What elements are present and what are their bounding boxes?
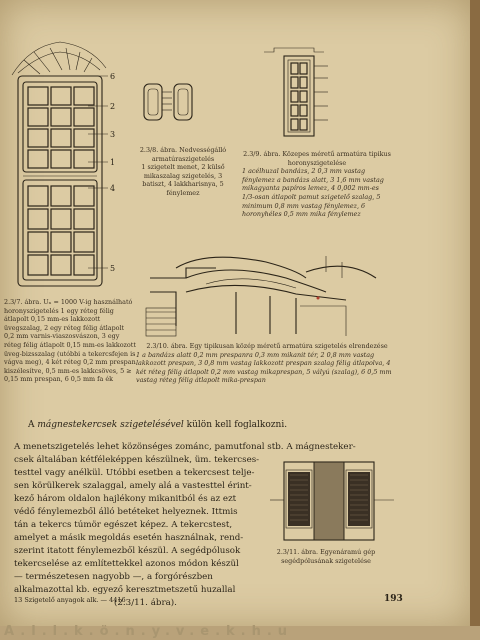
figure-10-title: 2.3/10. ábra. Egy tipikusan közép méretű armatúra szigetelés elrendezése xyxy=(146,342,388,350)
figure-8-caption xyxy=(136,146,230,198)
paragraph-line: kező három oldalon hajlékony mikanitból és az ezt xyxy=(14,494,237,504)
conductor-cell xyxy=(51,209,71,229)
conductor-cell xyxy=(51,150,71,168)
conductor-cell xyxy=(300,91,307,102)
paragraph-line: A menetszigetelés lehet közönséges zománc, pamutfonal stb. A mágnesteker- xyxy=(14,442,356,452)
figure-7-caption: 2.3/7. ábra. Uₙ = 1000 V-ig használható horonyszigetelés 1 egy réteg félig átlapolt 0,15 mm-es lakkozott üvegszalag, 2 egy réteg félig átlapolt 0,2 mm varnis-viaszosvászon, 3 egy réteg félig átlapolt 0,15 mm-es lakkozott üveg-bizsszalag (utóbbi a tekercsfejen is vágva meg), 4 két réteg 0,2 mm prespan kiszélesítve, 0,5 mm-es lakkcsöves, 5 ≥ 0,15 mm prespan, 6 0,5 mm fa ék xyxy=(4,298,136,384)
conductor-cell xyxy=(300,77,307,88)
figure-9-caption xyxy=(242,150,392,219)
paragraph-line: csek általában kétféleképpen készülnek, üm. tekercses- xyxy=(14,455,260,465)
paragraph-line: (2.3/11. ábra). xyxy=(114,598,177,608)
figure-10-list: 1 a bandázs alatt 0,2 mm prespanra 0,3 mm mikanit tér, 2 0,8 mm vastag lakkozott prespan, 3 0,8 mm vastag lakkozott prespan szalag félig átlapolva, 4 két réteg félig átlapolt 0,2 mm vastag mikaprespan, 5 vályú (szalag), 6 0,5 mm vastag réteg félig átlapolt mika-prespan xyxy=(136,350,392,385)
heading-suffix: külön kell foglalkozni. xyxy=(183,420,288,430)
figure-11-diagram xyxy=(270,460,400,542)
conductor-cell xyxy=(28,108,48,126)
conductor-cell xyxy=(51,87,71,105)
conductor-cell xyxy=(51,232,71,252)
paragraph-line: amelyet a másik megoldás esetén használnak, rend- xyxy=(14,533,244,543)
fig7-callout-2: 2 xyxy=(110,102,116,111)
conductor-cell xyxy=(300,105,307,116)
conductor-cell xyxy=(51,186,71,206)
conductor-cell xyxy=(291,91,298,102)
watermark-text: A.l.l.k.ö.n.y.v.e.k.h.u xyxy=(4,624,294,639)
conductor-cell xyxy=(300,119,307,130)
conductor-cell xyxy=(28,87,48,105)
figure-10-caption xyxy=(136,342,398,385)
paragraph-line: védő fénylemezből álló betéteket helyeznek. Ittmis xyxy=(14,507,238,517)
paragraph-line: szerint itatott fénylemezből készül. A segédpólusok xyxy=(14,546,241,556)
conductor-cell xyxy=(51,255,71,275)
conductor-cell xyxy=(28,232,48,252)
conductor-cell xyxy=(28,186,48,206)
fig7-callout-3: 3 xyxy=(110,130,116,139)
paragraph-line: sen körülkerek szalaggal, amely alá a vastesttel érint- xyxy=(14,481,252,491)
fig7-callout-4: 4 xyxy=(110,184,116,193)
watermark-band xyxy=(0,626,480,640)
conductor-cell xyxy=(28,209,48,229)
figure-8-list: 1 szigetelt menet, 2 külső mikaszalag szigetelés, 3 batiszt, 4 lakkharisnya, 5 fénylemez xyxy=(141,163,225,197)
book-spine-edge xyxy=(470,0,480,640)
fig7-callout-6: 6 xyxy=(110,72,116,81)
figure-8-title: 2.3/8. ábra. Nedvességálló armatúraszigetelés xyxy=(139,146,227,163)
paragraph-line: testtel vagy anélkül. Utóbbi esetben a tekercsest telje- xyxy=(14,468,255,478)
conductor-cell xyxy=(28,255,48,275)
figure-9-list: 1 acélhuzal bandázs, 2 0,3 mm vastag fénylemez a bandázs alatt, 3 1,6 mm vastag mikagyanta papíros lemez, 4 0,002 mm-es 1/3-osan átlapolt pamut szigetelő szalag, 5 minimum 0,8 mm vastag fénylemez, 6 horonyhéles 0,5 mm mika fénylemez xyxy=(242,167,384,219)
section-heading xyxy=(28,420,287,430)
fig7-callout-5: 5 xyxy=(110,264,116,273)
conductor-cell xyxy=(291,105,298,116)
figure-10-diagram xyxy=(146,248,392,338)
conductor-cell xyxy=(291,119,298,130)
conductor-cell xyxy=(300,63,307,74)
conductor-cell xyxy=(51,108,71,126)
paragraph-line: — természetesen nagyobb —, a forgórészben xyxy=(14,572,213,582)
conductor-cell xyxy=(51,129,71,147)
conductor-cell xyxy=(291,77,298,88)
heading-italic: mágnestekercsek szigetelésével xyxy=(37,420,184,430)
footer-signature: 13 Szigetelő anyagok alk. — 4416 xyxy=(14,596,126,604)
conductor-cell xyxy=(291,63,298,74)
paragraph-line: tán a tekercs túmör egészet képez. A tekercstest, xyxy=(14,520,233,530)
page-number: 193 xyxy=(384,594,403,604)
heading-prefix: A xyxy=(28,420,38,430)
conductor-cell xyxy=(28,150,48,168)
paragraph-line: alkalmazottal kb. egyező keresztmetszetű huzallal xyxy=(14,585,236,595)
paragraph-line: tekercselése az említettekkel azonos módon készül xyxy=(14,559,239,569)
figure-11-caption: 2.3/11. ábra. Egyenáramú gép segédpólusának szigetelése xyxy=(276,548,376,565)
figure-9-title: 2.3/9. ábra. Közepes méretű armatúra tipikus horonyszigetelése xyxy=(243,150,391,167)
conductor-cell xyxy=(28,129,48,147)
figure-8-diagram xyxy=(140,80,200,132)
fig7-callout-1: 1 xyxy=(110,158,116,167)
figure-9-diagram xyxy=(262,46,342,142)
